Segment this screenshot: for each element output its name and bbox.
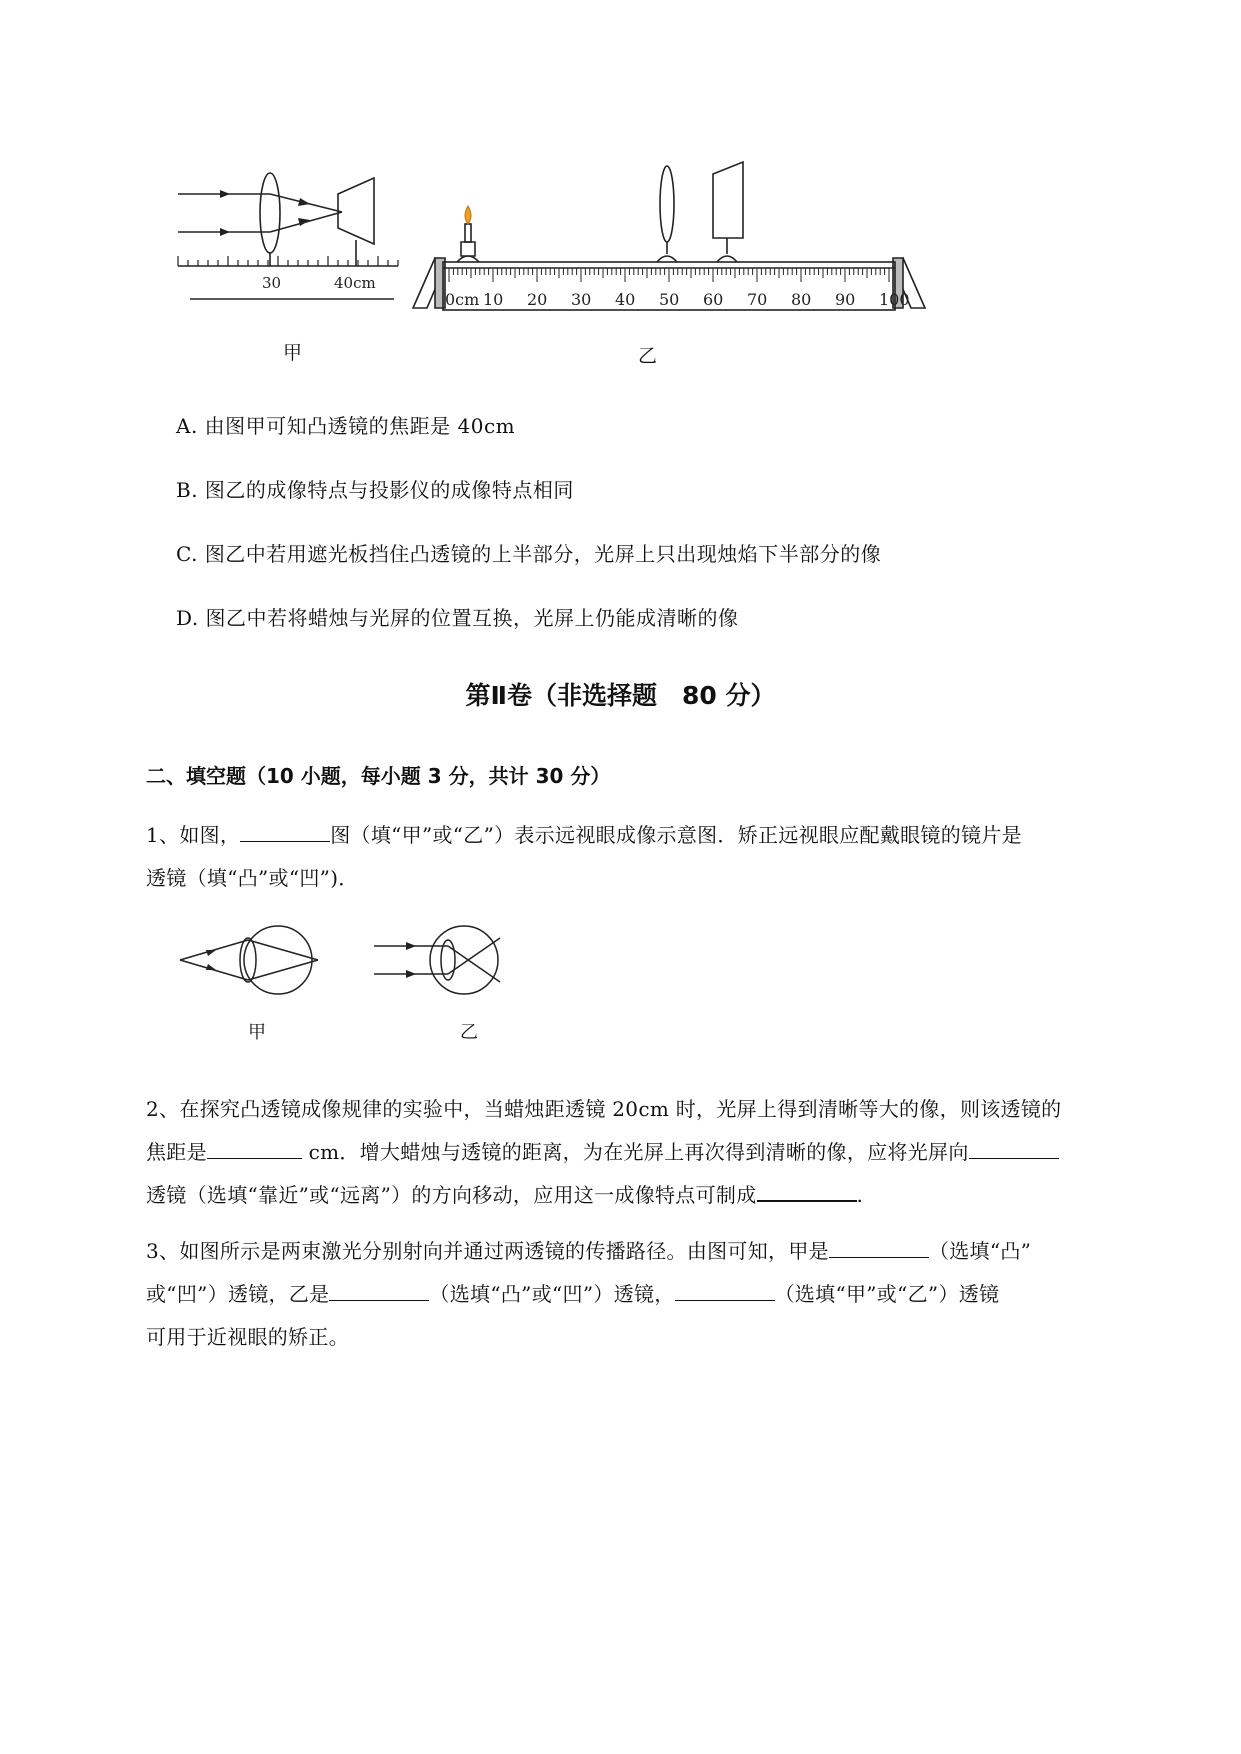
option-c-text: 图乙中若用遮光板挡住凸透镜的上半部分，光屏上只出现烛焰下半部分的像 — [204, 542, 882, 566]
option-a — [176, 410, 515, 439]
option-b-text: 图乙的成像特点与投影仪的成像特点相同 — [204, 478, 574, 502]
option-b — [176, 474, 574, 503]
option-c — [176, 538, 881, 567]
q3-text-5: （选填“甲”或“乙”）透镜 — [774, 1282, 1000, 1306]
q1-text-3: 透镜（填“凸”或“凹”)． — [146, 866, 359, 890]
q1-blank-1[interactable] — [240, 819, 330, 842]
q2-text-1: 2、在探究凸透镜成像规律的实验中，当蜡烛距透镜 20cm 时，光屏上得到清晰等大的像，则该透镜的 — [146, 1097, 1062, 1121]
q2-blank-1[interactable] — [207, 1136, 302, 1159]
q3-text-3: 或“凹”）透镜，乙是 — [146, 1282, 330, 1306]
option-d-letter: D. — [176, 606, 199, 630]
question-2 — [146, 1088, 1156, 1217]
q3-blank-1[interactable] — [829, 1235, 929, 1258]
section-title: 二、填空题（10 小题，每小题 3 分，共计 30 分） — [146, 764, 611, 788]
q2-text-2: 焦距是 — [146, 1140, 207, 1164]
eye-caption-jia: 甲 — [248, 1022, 266, 1043]
figure-jia-caption: 甲 — [283, 342, 303, 364]
yi-ruler-label: 40 — [615, 290, 636, 309]
yi-ruler-label: 60 — [703, 290, 724, 309]
yi-ruler-label: 90 — [835, 290, 856, 309]
jia-tick-30: 30 — [262, 274, 282, 292]
q1-text-1: 1、如图， — [146, 823, 241, 847]
question-1 — [146, 814, 1156, 900]
q1-text-2: 图（填“甲”或“乙”）表示远视眼成像示意图．矫正远视眼应配戴眼镜的镜片是 — [330, 823, 1022, 847]
jia-tick-40cm: 40cm — [334, 274, 376, 292]
figure-yi-caption: 乙 — [638, 345, 658, 367]
eye-caption-yi: 乙 — [460, 1022, 478, 1043]
q3-blank-2[interactable] — [329, 1278, 429, 1301]
yi-ruler-label: 10 — [483, 290, 504, 309]
q3-text-4: （选填“凸”或“凹”）透镜， — [429, 1282, 675, 1306]
q3-text-1: 3、如图所示是两束激光分别射向并通过两透镜的传播路径。由图可知，甲是 — [146, 1239, 829, 1263]
q2-text-5: . — [856, 1183, 864, 1207]
yi-ruler-label: 100 — [879, 290, 910, 309]
q2-text-4: 透镜（选填“靠近”或“远离”）的方向移动，应用这一成像特点可制成 — [146, 1183, 757, 1207]
part-heading: 第Ⅱ卷（非选择题 80 分） — [465, 681, 776, 710]
q2-blank-2[interactable] — [969, 1136, 1059, 1159]
figure-yi-optical-bench — [405, 158, 945, 318]
option-b-letter: B. — [176, 478, 199, 502]
q2-text-3: cm．增大蜡烛与透镜的距离，为在光屏上再次得到清晰的像，应将光屏向 — [301, 1140, 969, 1164]
option-a-letter: A. — [176, 414, 198, 438]
q3-blank-3[interactable] — [675, 1278, 775, 1301]
yi-ruler-label: 20 — [527, 290, 548, 309]
q3-text-2: （选填“凸” — [928, 1239, 1032, 1263]
question-3 — [146, 1230, 1156, 1359]
yi-ruler-label: 50 — [659, 290, 680, 309]
q3-text-6: 可用于近视眼的矫正。 — [146, 1325, 349, 1349]
q2-blank-3[interactable] — [757, 1178, 857, 1202]
yi-ruler-label: 30 — [571, 290, 592, 309]
yi-ruler-label: 80 — [791, 290, 812, 309]
yi-ruler-label: 0cm — [445, 290, 480, 309]
option-d — [176, 602, 739, 631]
option-a-text: 由图甲可知凸透镜的焦距是 40cm — [204, 414, 516, 438]
figure-jia-focal-length — [170, 160, 410, 310]
figure-eye-jia — [176, 922, 326, 1002]
option-d-text: 图乙中若将蜡烛与光屏的位置互换，光屏上仍能成清晰的像 — [205, 606, 739, 630]
yi-ruler-label: 70 — [747, 290, 768, 309]
figure-eye-yi — [372, 922, 512, 1002]
option-c-letter: C. — [176, 542, 198, 566]
